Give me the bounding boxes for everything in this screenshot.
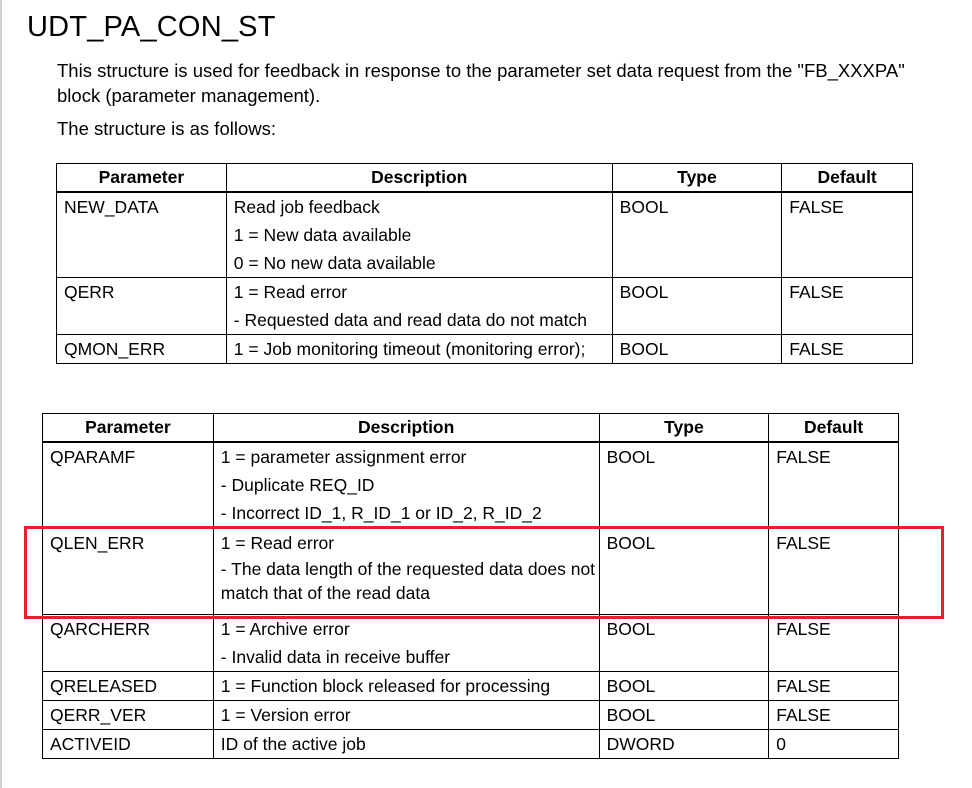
param-cell: QMON_ERR xyxy=(64,339,166,359)
intro-structure-line: The structure is as follows: xyxy=(57,118,276,139)
default-cell: FALSE xyxy=(776,447,831,467)
desc-line: 1 = Version error xyxy=(220,705,351,725)
page-title: UDT_PA_CON_ST xyxy=(27,11,276,43)
param-cell: QLEN_ERR xyxy=(50,533,145,553)
desc-line: 1 = parameter assignment error xyxy=(220,447,467,467)
desc-line: - The data length of the requested data does not match that of the read data xyxy=(220,559,596,603)
param-cell: QPARAMF xyxy=(50,447,136,467)
desc-line: 1 = Read error xyxy=(220,533,335,553)
type-cell: BOOL xyxy=(606,447,656,467)
param-cell: NEW_DATA xyxy=(64,197,159,217)
table-header-row xyxy=(43,414,899,443)
type-cell: BOOL xyxy=(606,676,656,696)
parameter-table-2 xyxy=(42,413,899,759)
desc-line: - Incorrect ID_1, R_ID_1 or ID_2, R_ID_2 xyxy=(220,503,542,523)
param-cell: QERR_VER xyxy=(50,705,147,725)
table-row xyxy=(57,278,913,335)
table-row xyxy=(43,615,899,672)
header-type: Type xyxy=(599,414,769,443)
header-parameter: Parameter xyxy=(57,164,227,193)
table-row xyxy=(57,335,913,364)
type-cell: BOOL xyxy=(606,533,656,553)
table-row xyxy=(43,701,899,730)
desc-line: ID of the active job xyxy=(220,734,366,754)
table-header-row xyxy=(57,164,913,193)
desc-line: - Duplicate REQ_ID xyxy=(220,475,375,495)
page-left-rule xyxy=(0,0,2,788)
type-cell: BOOL xyxy=(606,619,656,639)
desc-line: - Requested data and read data do not match xyxy=(233,310,587,330)
param-cell: QERR xyxy=(64,282,115,302)
type-cell: DWORD xyxy=(606,734,675,754)
desc-line: 1 = Function block released for processing xyxy=(220,676,551,696)
header-description: Description xyxy=(213,414,599,443)
default-cell: FALSE xyxy=(776,619,831,639)
default-cell: FALSE xyxy=(789,282,844,302)
table-row xyxy=(43,730,899,759)
type-cell: BOOL xyxy=(619,282,669,302)
header-description: Description xyxy=(226,164,612,193)
desc-line: 1 = Archive error xyxy=(220,619,350,639)
table-row-highlighted xyxy=(43,529,899,615)
param-cell: QRELEASED xyxy=(50,676,157,696)
default-cell: FALSE xyxy=(789,339,844,359)
desc-line: - Invalid data in receive buffer xyxy=(220,647,451,667)
param-cell: ACTIVEID xyxy=(50,734,131,754)
table-row xyxy=(57,192,913,278)
default-cell: FALSE xyxy=(776,705,831,725)
table-row xyxy=(43,442,899,529)
intro-paragraph: This structure is used for feedback in response to the parameter set data request from the "FB_XXXPA" block (parameter management). xyxy=(57,60,905,106)
desc-line: 1 = Job monitoring timeout (monitoring error); xyxy=(233,339,586,359)
default-cell: FALSE xyxy=(789,197,844,217)
default-cell: FALSE xyxy=(776,676,831,696)
header-type: Type xyxy=(612,164,782,193)
default-cell: FALSE xyxy=(776,533,831,553)
table-row xyxy=(43,672,899,701)
desc-line: 0 = No new data available xyxy=(233,253,436,273)
desc-line: 1 = Read error xyxy=(233,282,348,302)
desc-line: Read job feedback xyxy=(233,197,380,217)
type-cell: BOOL xyxy=(619,339,669,359)
header-parameter: Parameter xyxy=(43,414,214,443)
parameter-table-1 xyxy=(56,163,913,364)
header-default: Default xyxy=(769,414,899,443)
param-cell: QARCHERR xyxy=(50,619,151,639)
default-cell: 0 xyxy=(776,734,786,754)
header-default: Default xyxy=(782,164,913,193)
type-cell: BOOL xyxy=(619,197,669,217)
type-cell: BOOL xyxy=(606,705,656,725)
desc-line: 1 = New data available xyxy=(233,225,412,245)
